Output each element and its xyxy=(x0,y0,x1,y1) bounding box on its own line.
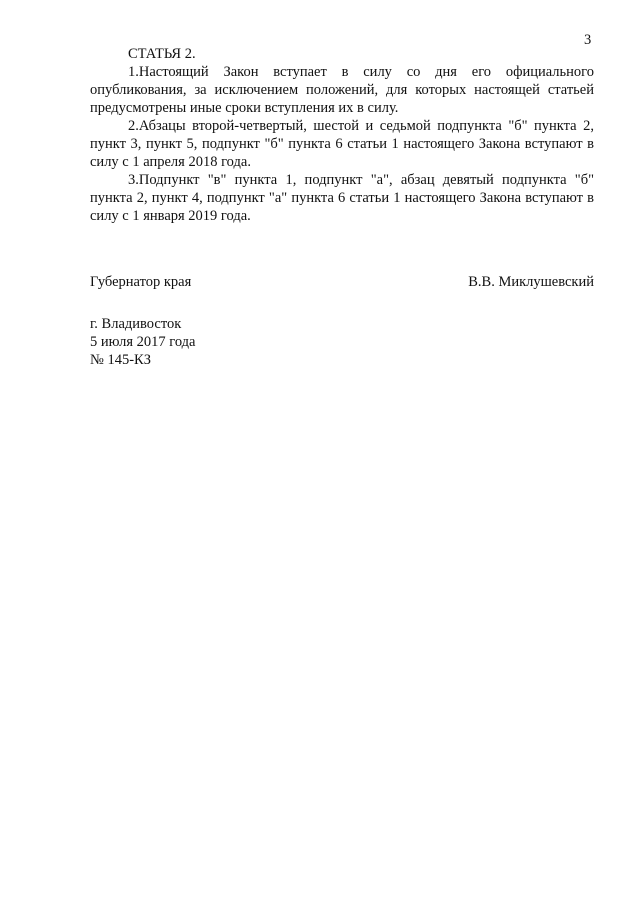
place-date-block xyxy=(90,315,196,369)
page-number: 3 xyxy=(584,32,592,48)
signature-block xyxy=(90,273,594,291)
article-paragraph-3: 3.Подпункт "в" пункта 1, подпункт "а", абзац девятый подпункта "б" пункта 2, пункт 4, подпункт "а" пункта 6 статьи 1 настоящего Закона вступают в силу с 1 января 2019 года. xyxy=(90,172,594,224)
date-line: 5 июля 2017 года xyxy=(90,334,196,350)
signatory-name: В.В. Миклушевский xyxy=(468,274,594,290)
city-line: г. Владивосток xyxy=(90,316,182,332)
article-paragraph-2: 2.Абзацы второй-четвертый, шестой и седьмой подпункта "б" пункта 2, пункт 3, пункт 5, подпункт "б" пункта 6 статьи 1 настоящего Закона вступают в силу с 1 апреля 2018 года. xyxy=(90,118,594,170)
law-number-line: № 145-КЗ xyxy=(90,352,151,368)
article-title: СТАТЬЯ 2. xyxy=(128,46,196,62)
signatory-position: Губернатор края xyxy=(90,274,192,290)
article-body xyxy=(90,45,594,225)
article-paragraph-1: 1.Настоящий Закон вступает в силу со дня его официального опубликования, за исключением положений, для которых настоящей статьей предусмотрены иные сроки вступления их в силу. xyxy=(90,64,594,116)
